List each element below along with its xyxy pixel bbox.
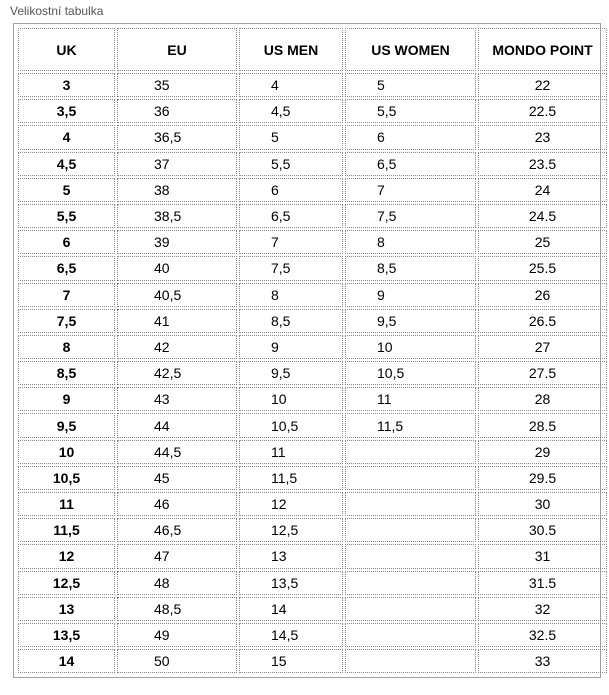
cell-uk: 6,5: [18, 256, 115, 280]
cell-us-women: 8: [345, 230, 476, 254]
cell-us-men: 10,5: [239, 413, 343, 437]
cell-us-men: 7: [239, 230, 343, 254]
table-row: [18, 309, 607, 333]
cell-us-women: [345, 571, 476, 595]
cell-us-women: 9,5: [345, 309, 476, 333]
cell-mondo-point: 24.5: [478, 204, 607, 228]
cell-mondo-point: 27: [478, 335, 607, 359]
cell-uk: 11: [18, 492, 115, 516]
cell-uk: 5: [18, 178, 115, 202]
cell-us-women: 5: [345, 73, 476, 97]
table-row: [18, 152, 607, 176]
cell-mondo-point: 29: [478, 440, 607, 464]
table-body: [18, 73, 607, 673]
cell-us-women: [345, 492, 476, 516]
cell-uk: 7: [18, 283, 115, 307]
cell-uk: 6: [18, 230, 115, 254]
cell-us-men: 8,5: [239, 309, 343, 333]
cell-uk: 4: [18, 125, 115, 149]
cell-us-men: 13,5: [239, 571, 343, 595]
cell-uk: 12: [18, 544, 115, 568]
cell-us-women: [345, 466, 476, 490]
size-table: [16, 26, 609, 675]
cell-uk: 9,5: [18, 413, 115, 437]
cell-us-women: [345, 597, 476, 621]
table-row: [18, 178, 607, 202]
cell-mondo-point: 32: [478, 597, 607, 621]
cell-eu: 37: [117, 152, 237, 176]
cell-us-men: 5,5: [239, 152, 343, 176]
cell-us-men: 14,5: [239, 623, 343, 647]
cell-uk: 4,5: [18, 152, 115, 176]
cell-eu: 36,5: [117, 125, 237, 149]
cell-eu: 48: [117, 571, 237, 595]
cell-us-men: 15: [239, 649, 343, 673]
table-row: [18, 466, 607, 490]
header-mondo-point: MONDO POINT: [478, 28, 607, 71]
cell-us-men: 4: [239, 73, 343, 97]
cell-mondo-point: 25: [478, 230, 607, 254]
cell-uk: 10,5: [18, 466, 115, 490]
table-caption: Velikostní tabulka: [10, 4, 104, 18]
cell-eu: 45: [117, 466, 237, 490]
cell-uk: 14: [18, 649, 115, 673]
cell-mondo-point: 30.5: [478, 518, 607, 542]
table-header-row: [18, 28, 607, 71]
size-table-frame: [13, 23, 601, 678]
cell-uk: 10: [18, 440, 115, 464]
cell-us-men: 11,5: [239, 466, 343, 490]
cell-mondo-point: 32.5: [478, 623, 607, 647]
cell-us-men: 10: [239, 387, 343, 411]
cell-us-men: 13: [239, 544, 343, 568]
cell-eu: 40,5: [117, 283, 237, 307]
cell-eu: 48,5: [117, 597, 237, 621]
cell-uk: 8: [18, 335, 115, 359]
cell-uk: 12,5: [18, 571, 115, 595]
cell-us-women: [345, 440, 476, 464]
header-us-women: US WOMEN: [345, 28, 476, 71]
cell-mondo-point: 23.5: [478, 152, 607, 176]
cell-eu: 49: [117, 623, 237, 647]
cell-mondo-point: 31: [478, 544, 607, 568]
cell-mondo-point: 30: [478, 492, 607, 516]
cell-eu: 44: [117, 413, 237, 437]
cell-us-men: 7,5: [239, 256, 343, 280]
cell-eu: 42,5: [117, 361, 237, 385]
cell-mondo-point: 28: [478, 387, 607, 411]
table-row: [18, 256, 607, 280]
table-row: [18, 440, 607, 464]
cell-eu: 44,5: [117, 440, 237, 464]
header-us-men: US MEN: [239, 28, 343, 71]
cell-uk: 8,5: [18, 361, 115, 385]
cell-us-men: 4,5: [239, 99, 343, 123]
cell-us-men: 6: [239, 178, 343, 202]
cell-eu: 38: [117, 178, 237, 202]
cell-mondo-point: 26: [478, 283, 607, 307]
cell-uk: 3: [18, 73, 115, 97]
cell-eu: 41: [117, 309, 237, 333]
table-row: [18, 649, 607, 673]
table-row: [18, 413, 607, 437]
cell-mondo-point: 29.5: [478, 466, 607, 490]
cell-mondo-point: 27.5: [478, 361, 607, 385]
table-row: [18, 492, 607, 516]
table-row: [18, 597, 607, 621]
table-row: [18, 571, 607, 595]
cell-uk: 9: [18, 387, 115, 411]
cell-mondo-point: 22.5: [478, 99, 607, 123]
cell-eu: 47: [117, 544, 237, 568]
cell-uk: 13,5: [18, 623, 115, 647]
cell-us-women: 7,5: [345, 204, 476, 228]
table-row: [18, 125, 607, 149]
cell-mondo-point: 25.5: [478, 256, 607, 280]
table-row: [18, 518, 607, 542]
cell-mondo-point: 23: [478, 125, 607, 149]
cell-us-women: 6,5: [345, 152, 476, 176]
cell-us-women: 10: [345, 335, 476, 359]
cell-us-women: [345, 544, 476, 568]
cell-mondo-point: 31.5: [478, 571, 607, 595]
cell-eu: 40: [117, 256, 237, 280]
cell-eu: 46,5: [117, 518, 237, 542]
cell-us-women: 9: [345, 283, 476, 307]
table-row: [18, 283, 607, 307]
cell-us-men: 11: [239, 440, 343, 464]
cell-mondo-point: 22: [478, 73, 607, 97]
cell-uk: 11,5: [18, 518, 115, 542]
cell-uk: 3,5: [18, 99, 115, 123]
cell-mondo-point: 33: [478, 649, 607, 673]
cell-mondo-point: 28.5: [478, 413, 607, 437]
cell-us-men: 8: [239, 283, 343, 307]
table-row: [18, 73, 607, 97]
cell-uk: 5,5: [18, 204, 115, 228]
table-row: [18, 387, 607, 411]
cell-us-men: 12: [239, 492, 343, 516]
cell-us-men: 9,5: [239, 361, 343, 385]
cell-us-women: [345, 623, 476, 647]
table-row: [18, 361, 607, 385]
cell-us-men: 9: [239, 335, 343, 359]
header-uk: UK: [18, 28, 115, 71]
cell-eu: 38,5: [117, 204, 237, 228]
cell-us-women: 8,5: [345, 256, 476, 280]
cell-eu: 42: [117, 335, 237, 359]
table-row: [18, 544, 607, 568]
cell-us-men: 5: [239, 125, 343, 149]
cell-us-women: [345, 518, 476, 542]
cell-mondo-point: 24: [478, 178, 607, 202]
cell-us-men: 6,5: [239, 204, 343, 228]
cell-uk: 13: [18, 597, 115, 621]
cell-eu: 35: [117, 73, 237, 97]
table-row: [18, 99, 607, 123]
cell-us-women: 10,5: [345, 361, 476, 385]
cell-eu: 39: [117, 230, 237, 254]
table-row: [18, 623, 607, 647]
cell-us-women: 7: [345, 178, 476, 202]
cell-eu: 43: [117, 387, 237, 411]
cell-uk: 7,5: [18, 309, 115, 333]
cell-us-men: 14: [239, 597, 343, 621]
cell-us-women: 6: [345, 125, 476, 149]
cell-us-women: 11: [345, 387, 476, 411]
table-row: [18, 204, 607, 228]
cell-us-men: 12,5: [239, 518, 343, 542]
cell-us-women: 11,5: [345, 413, 476, 437]
cell-mondo-point: 26.5: [478, 309, 607, 333]
table-row: [18, 230, 607, 254]
cell-eu: 50: [117, 649, 237, 673]
cell-eu: 46: [117, 492, 237, 516]
header-eu: EU: [117, 28, 237, 71]
cell-eu: 36: [117, 99, 237, 123]
table-row: [18, 335, 607, 359]
cell-us-women: [345, 649, 476, 673]
cell-us-women: 5,5: [345, 99, 476, 123]
